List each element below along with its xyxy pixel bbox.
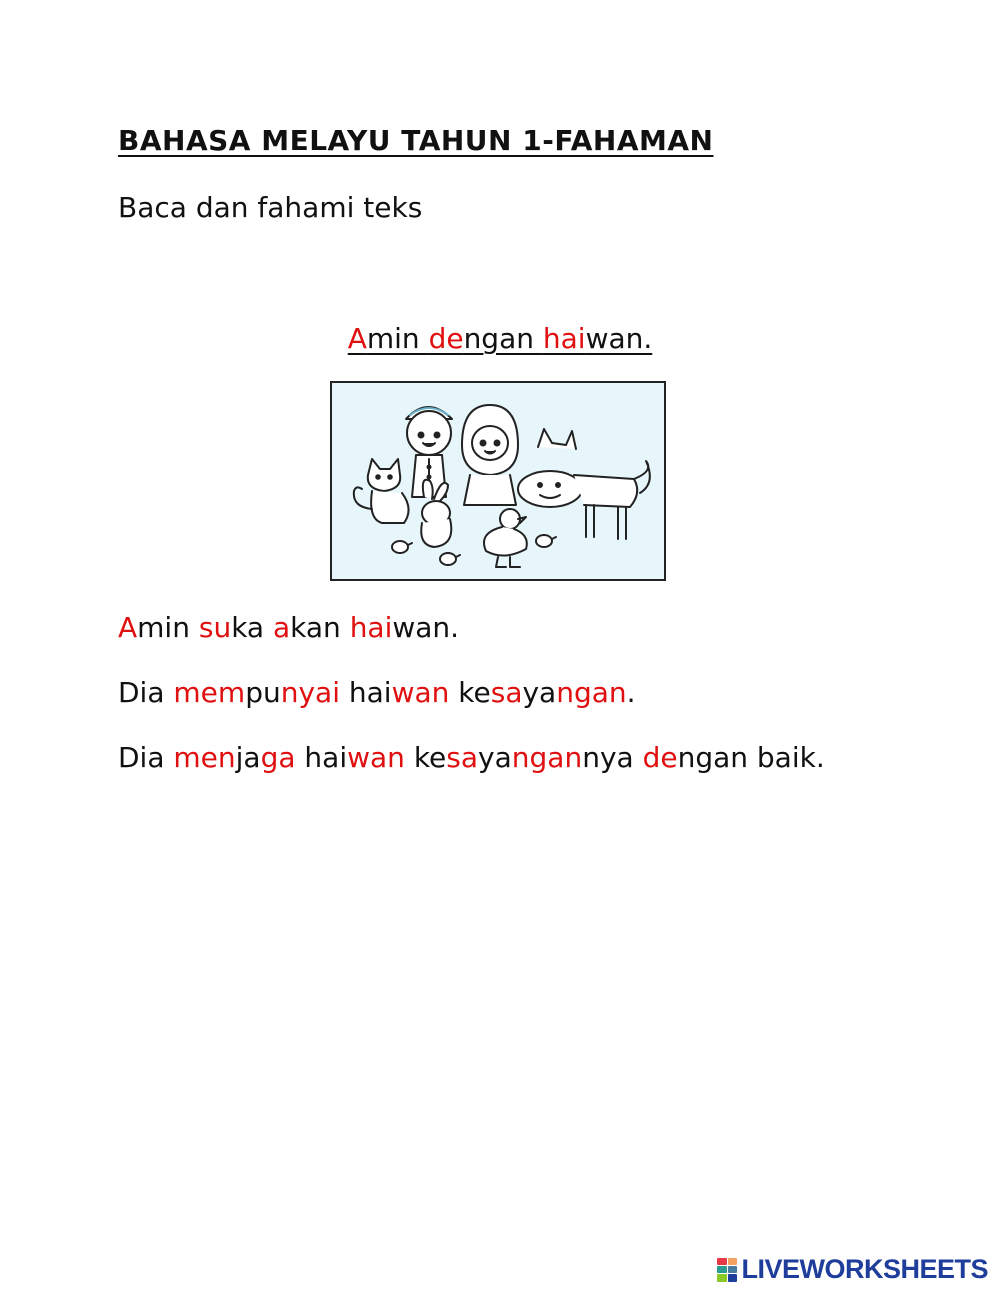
horse-figure (518, 429, 650, 539)
instruction-text: Baca dan fahami teks (118, 191, 423, 224)
text-segment: hai (339, 676, 392, 709)
text-segment: ke (449, 676, 491, 709)
text-segment: ya (478, 741, 512, 774)
text-segment: wan (391, 676, 450, 709)
text-segment: hai (542, 322, 586, 355)
text-segment: ngan (556, 676, 627, 709)
text-segment: wan (347, 741, 405, 774)
text-segment: mem (173, 676, 246, 709)
text-segment: min (137, 611, 199, 644)
text-segment: men (173, 741, 236, 774)
duck-figure (484, 509, 527, 567)
brand-watermark (717, 1254, 988, 1285)
text-segment: wan. (585, 322, 653, 355)
text-segment: Dia (118, 676, 174, 709)
text-segment: nya (582, 741, 643, 774)
liveworksheets-logo-icon (717, 1258, 737, 1282)
text-segment: a (272, 611, 291, 644)
text-segment: wan. (392, 611, 460, 644)
cat-figure (354, 459, 409, 523)
text-segment: ja (235, 741, 261, 774)
page-title: BAHASA MELAYU TAHUN 1-FAHAMAN (118, 124, 714, 157)
text-segment: ya (522, 676, 557, 709)
sentence-3 (118, 741, 825, 774)
text-segment: nyai (280, 676, 340, 709)
children-with-animals-illustration (330, 381, 666, 581)
text-segment: . (626, 676, 636, 709)
text-segment: ga (260, 741, 296, 774)
story-title (0, 322, 1000, 355)
text-segment: Dia (118, 741, 174, 774)
text-segment: kan (290, 611, 350, 644)
text-segment: de (642, 741, 678, 774)
text-segment: ke (404, 741, 447, 774)
text-segment: ngan (463, 322, 543, 355)
text-segment: A (118, 611, 138, 644)
text-segment: sa (446, 741, 479, 774)
text-segment: ngan baik. (677, 741, 825, 774)
brand-text: LIVEWORKSHEETS (741, 1254, 988, 1284)
sentence-1 (118, 611, 459, 644)
text-segment: A (347, 322, 367, 355)
text-segment: de (428, 322, 464, 355)
girl-figure (462, 405, 518, 505)
chick-figures (392, 535, 556, 565)
text-segment: ka (231, 611, 273, 644)
text-segment: su (198, 611, 232, 644)
text-segment: sa (490, 676, 523, 709)
text-segment: min (366, 322, 429, 355)
sentence-2 (118, 676, 636, 709)
text-segment: ngan (511, 741, 583, 774)
text-segment: pu (245, 676, 281, 709)
text-segment: hai (295, 741, 348, 774)
text-segment: hai (349, 611, 393, 644)
